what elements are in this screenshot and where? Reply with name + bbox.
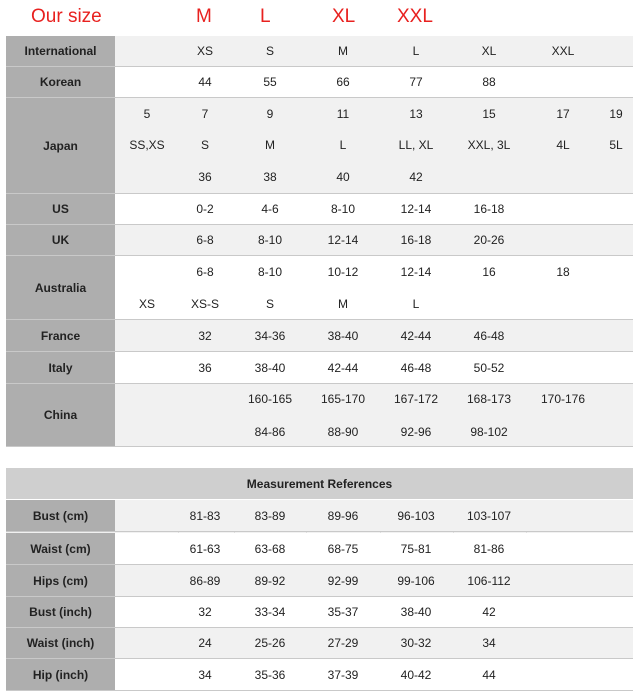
row-label-international: International (6, 36, 115, 66)
row-separator (6, 446, 633, 447)
measurement-cell: 103-107 (466, 508, 512, 523)
size-cell: 84-86 (254, 425, 286, 439)
size-cell: 5 (143, 107, 151, 121)
measurement-cell: 89-96 (327, 508, 359, 523)
size-cell: 18 (556, 265, 570, 279)
size-cell: 55 (263, 75, 277, 89)
header-size-xxl: XXL (397, 6, 433, 27)
header-size-l: L (260, 6, 271, 27)
size-cell: 0-2 (196, 202, 214, 216)
size-cell: XL (481, 44, 497, 58)
size-cell: 20-26 (473, 233, 505, 247)
size-cell: S (265, 44, 275, 58)
measurement-cell: 83-89 (254, 508, 286, 523)
size-cell: 38-40 (254, 361, 286, 375)
row-separator (6, 531, 633, 532)
measurement-cell: 92-99 (327, 573, 359, 588)
measurement-cell: 106-112 (467, 573, 511, 588)
measurement-cell: 96-103 (397, 508, 435, 523)
size-cell: XXL, 3L (467, 138, 511, 152)
size-cell: 38 (263, 170, 277, 184)
size-cell: 44 (198, 75, 212, 89)
measurement-cell: 33-34 (254, 605, 286, 619)
size-cell: 17 (556, 107, 570, 121)
size-cell: XS (138, 297, 156, 311)
size-cell: S (200, 138, 210, 152)
size-cell: 36 (198, 170, 212, 184)
measurement-cell: 24 (198, 636, 212, 650)
size-cell: 8-10 (330, 202, 356, 216)
size-cell: 16-18 (473, 202, 505, 216)
size-cell: 38-40 (327, 329, 359, 343)
measurement-cell: 34 (482, 636, 496, 650)
row-separator (6, 690, 633, 691)
size-cell: 42 (409, 170, 423, 184)
measurement-cell: 32 (198, 605, 212, 619)
measurement-label: Waist (cm) (6, 533, 115, 564)
size-cell: XS (196, 44, 214, 58)
size-cell: 16-18 (400, 233, 432, 247)
row-label-korean: Korean (6, 67, 115, 97)
row-label-japan: Japan (6, 98, 115, 193)
measurement-cell: 42 (482, 605, 496, 619)
size-cell: 4L (556, 138, 570, 152)
size-cell: 66 (336, 75, 350, 89)
measurement-cell: 86-89 (189, 573, 221, 588)
size-cell: 8-10 (257, 265, 283, 279)
size-cell: XXL (551, 44, 575, 58)
header-size-m: M (196, 6, 212, 27)
size-cell: 170-176 (540, 392, 586, 406)
size-cell: LL, XL (398, 138, 434, 152)
size-cell: 34-36 (254, 329, 286, 343)
size-cell: 19 (609, 107, 623, 121)
measurement-label: Hips (cm) (6, 565, 115, 596)
size-cell: M (265, 138, 275, 152)
measurement-title: Measurement References (6, 468, 633, 499)
size-cell: 77 (409, 75, 423, 89)
size-cell: 46-48 (400, 361, 432, 375)
our-size-title: Our size (31, 6, 102, 27)
measurement-cell: 30-32 (400, 636, 432, 650)
size-cell: L (412, 44, 420, 58)
measurement-cell: 34 (198, 667, 212, 682)
size-cell: L (412, 297, 420, 311)
row-label-china: China (6, 384, 115, 446)
measurement-cell: 35-37 (327, 605, 359, 619)
measurement-cell: 35-36 (254, 667, 286, 682)
size-cell: S (265, 297, 275, 311)
size-cell: 50-52 (473, 361, 505, 375)
size-cell: 42-44 (400, 329, 432, 343)
measurement-label: Bust (inch) (6, 597, 115, 627)
measurement-cell: 81-83 (189, 508, 221, 523)
size-cell: 6-8 (196, 265, 214, 279)
size-cell: 11 (336, 107, 350, 121)
size-cell: M (338, 297, 348, 311)
size-cell: 12-14 (400, 202, 432, 216)
row-label-australia: Australia (6, 256, 115, 319)
measurement-cell: 61-63 (189, 541, 221, 556)
size-cell: 165-170 (320, 392, 366, 406)
size-cell: 13 (409, 107, 423, 121)
size-cell: 32 (198, 329, 212, 343)
measurement-cell: 75-81 (400, 541, 432, 556)
size-cell: 98-102 (470, 425, 508, 439)
measurement-label: Waist (inch) (6, 628, 115, 658)
measurement-cell: 99-106 (397, 573, 435, 588)
size-cell: 10-12 (327, 265, 359, 279)
size-cell: 12-14 (400, 265, 432, 279)
measurement-cell: 81-86 (473, 541, 505, 556)
size-cell: 7 (201, 107, 209, 121)
size-cell: 46-48 (473, 329, 505, 343)
size-cell: 40 (336, 170, 350, 184)
size-cell: 4-6 (261, 202, 279, 216)
size-cell: 15 (482, 107, 496, 121)
size-cell: M (338, 44, 348, 58)
measurement-cell: 63-68 (254, 541, 286, 556)
measurement-cell: 27-29 (327, 636, 359, 650)
size-cell: 9 (266, 107, 274, 121)
measurement-label: Hip (inch) (6, 659, 115, 690)
measurement-cell: 44 (482, 667, 496, 682)
measurement-cell: 37-39 (327, 667, 359, 682)
size-cell: 160-165 (247, 392, 293, 406)
size-cell: 36 (198, 361, 212, 375)
row-label-uk: UK (6, 225, 115, 255)
size-cell: 88-90 (327, 425, 359, 439)
header-size-xl: XL (332, 6, 356, 27)
measurement-cell: 68-75 (327, 541, 359, 556)
size-cell: 167-172 (393, 392, 439, 406)
size-cell: 42-44 (327, 361, 359, 375)
size-cell: 16 (482, 265, 496, 279)
row-label-us: US (6, 194, 115, 224)
measurement-label: Bust (cm) (6, 500, 115, 531)
measurement-cell: 40-42 (400, 667, 432, 682)
size-cell: L (339, 138, 347, 152)
measurement-cell: 25-26 (254, 636, 286, 650)
row-label-italy: Italy (6, 352, 115, 383)
size-cell: SS,XS (129, 138, 165, 152)
size-cell: XS-S (190, 297, 220, 311)
size-cell: 88 (482, 75, 496, 89)
size-cell: 92-96 (400, 425, 432, 439)
size-cell: 5L (609, 138, 623, 152)
size-cell: 168-173 (466, 392, 512, 406)
size-cell: 8-10 (257, 233, 283, 247)
measurement-cell: 38-40 (400, 605, 432, 619)
size-cell: 6-8 (196, 233, 214, 247)
measurement-cell: 89-92 (254, 573, 286, 588)
size-cell: 12-14 (327, 233, 359, 247)
row-label-france: France (6, 320, 115, 351)
